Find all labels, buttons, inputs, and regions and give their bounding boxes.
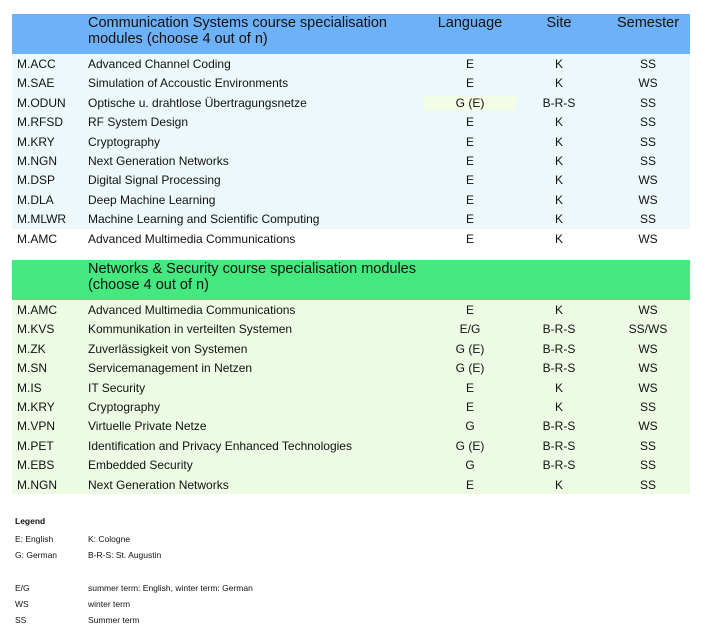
module-name: Advanced Multimedia Communications xyxy=(88,303,296,317)
legend-key: G: German xyxy=(15,550,58,560)
legend-key: E/G xyxy=(15,583,30,593)
table-header xyxy=(12,14,690,54)
semester-cell: SS xyxy=(639,438,656,453)
site-cell: K xyxy=(554,303,563,317)
module-code: M.DLA xyxy=(17,192,54,207)
module-name: Zuverlässigkeit von Systemen xyxy=(88,341,248,356)
language-cell: G xyxy=(465,419,475,434)
semester-cell: WS xyxy=(638,361,658,376)
table-row xyxy=(12,229,690,248)
module-code: M.EBS xyxy=(17,458,55,473)
module-code: M.VPN xyxy=(17,419,56,434)
module-code: M.AMC xyxy=(17,303,57,317)
site-cell: B-R-S xyxy=(542,341,576,356)
language-cell: E xyxy=(465,231,474,246)
semester-cell: WS xyxy=(638,76,658,91)
module-code: M.IS xyxy=(17,380,42,395)
site-cell: K xyxy=(554,380,563,395)
module-name: Embedded Security xyxy=(88,458,193,473)
semester-cell: SS/WS xyxy=(628,322,668,337)
table-row xyxy=(12,339,690,358)
semester-cell: SS xyxy=(639,477,656,492)
semester-cell: SS xyxy=(639,399,656,414)
networks-security-table xyxy=(12,260,690,494)
language-cell: E xyxy=(465,134,474,149)
semester-cell: SS xyxy=(639,134,656,149)
site-cell: K xyxy=(554,212,563,227)
module-code: M.ACC xyxy=(17,57,56,71)
table-title: Communication Systems course specialisation modules (choose 4 out of n) xyxy=(88,15,387,47)
module-code: M.ODUN xyxy=(17,95,66,110)
communication-systems-table xyxy=(12,14,690,248)
language-cell: E xyxy=(465,173,474,188)
table-row xyxy=(12,397,690,416)
table-row xyxy=(12,436,690,455)
table-body xyxy=(12,300,690,494)
semester-cell: WS xyxy=(638,419,658,434)
module-name: RF System Design xyxy=(88,115,189,130)
site-cell: B-R-S xyxy=(542,438,576,453)
semester-cell: WS xyxy=(638,303,658,317)
module-code: M.NGN xyxy=(17,477,57,492)
site-cell: K xyxy=(554,477,563,492)
site-cell: B-R-S xyxy=(542,322,576,337)
table-row xyxy=(12,300,690,319)
module-code: M.NGN xyxy=(17,153,57,168)
site-cell: K xyxy=(554,173,563,188)
language-cell: E xyxy=(465,477,474,492)
column-header-semester: Semester xyxy=(616,15,680,31)
module-name: Optische u. drahtlose Übertragungsnetze xyxy=(88,95,307,110)
legend-key: SS xyxy=(15,615,27,625)
legend-value: B-R-S: St. Augustin xyxy=(88,550,162,560)
module-code: M.SAE xyxy=(17,76,55,91)
semester-cell: WS xyxy=(638,192,658,207)
module-name: Cryptography xyxy=(88,399,161,414)
site-cell: K xyxy=(554,57,563,71)
table-row xyxy=(12,190,690,209)
table-row xyxy=(12,358,690,377)
language-cell: E xyxy=(465,115,474,130)
semester-cell: SS xyxy=(639,95,656,110)
table-header xyxy=(12,260,690,300)
site-cell: B-R-S xyxy=(542,419,576,434)
language-cell: E/G xyxy=(459,322,481,337)
legend-value: winter term xyxy=(88,599,131,609)
semester-cell: WS xyxy=(638,173,658,188)
module-code: M.AMC xyxy=(17,231,57,246)
language-cell: G xyxy=(465,458,475,473)
module-code: M.SN xyxy=(17,361,47,376)
language-cell: E xyxy=(465,192,474,207)
semester-cell: SS xyxy=(639,57,656,71)
legend-value: summer term: English, winter term: German xyxy=(88,583,253,593)
site-cell: K xyxy=(554,231,563,246)
table-row xyxy=(12,475,690,494)
module-code: M.KRY xyxy=(17,134,55,149)
module-name: Advanced Multimedia Communications xyxy=(88,231,296,246)
table-row xyxy=(12,151,690,170)
table-row xyxy=(12,112,690,131)
module-code: M.PET xyxy=(17,438,54,453)
module-code: M.RFSD xyxy=(17,115,63,130)
site-cell: K xyxy=(554,399,563,414)
semester-cell: WS xyxy=(638,380,658,395)
table-row xyxy=(12,455,690,474)
module-name: Advanced Channel Coding xyxy=(88,57,231,71)
module-name: Servicemanagement in Netzen xyxy=(88,361,253,376)
site-cell: K xyxy=(554,153,563,168)
legend-key: E: English xyxy=(15,534,54,544)
language-cell: E xyxy=(465,76,474,91)
table-row xyxy=(12,170,690,189)
site-cell: B-R-S xyxy=(542,95,576,110)
module-name: IT Security xyxy=(88,380,146,395)
table-row xyxy=(12,319,690,338)
language-cell: E xyxy=(465,380,474,395)
module-name: Identification and Privacy Enhanced Technologies xyxy=(88,438,352,453)
language-cell: E xyxy=(465,153,474,168)
site-cell: K xyxy=(554,115,563,130)
column-header-language: Language xyxy=(437,15,503,31)
table-row xyxy=(12,132,690,151)
module-name: Kommunikation in verteilten Systemen xyxy=(88,322,293,337)
language-cell: E xyxy=(465,57,474,71)
language-cell: G (E) xyxy=(455,361,485,376)
semester-cell: SS xyxy=(639,115,656,130)
site-cell: B-R-S xyxy=(542,458,576,473)
site-cell: K xyxy=(554,134,563,149)
site-cell: K xyxy=(554,76,563,91)
module-name: Simulation of Accoustic Environments xyxy=(88,76,289,91)
module-code: M.KVS xyxy=(17,322,55,337)
module-name: Next Generation Networks xyxy=(88,477,229,492)
module-name: Deep Machine Learning xyxy=(88,192,216,207)
semester-cell: WS xyxy=(638,341,658,356)
legend-title: Legend xyxy=(15,516,46,526)
language-cell: E xyxy=(465,303,474,317)
semester-cell: SS xyxy=(639,212,656,227)
table-row xyxy=(12,378,690,397)
language-cell: E xyxy=(465,212,474,227)
table-row xyxy=(12,209,690,228)
semester-cell: WS xyxy=(638,231,658,246)
language-cell: G (E) xyxy=(424,96,516,110)
semester-cell: SS xyxy=(639,458,656,473)
module-code: M.KRY xyxy=(17,399,55,414)
language-cell: E xyxy=(465,399,474,414)
site-cell: K xyxy=(554,192,563,207)
module-name: Digital Signal Processing xyxy=(88,173,221,188)
legend-value: K: Cologne xyxy=(88,534,131,544)
module-name: Cryptography xyxy=(88,134,161,149)
legend-value: Summer term xyxy=(88,615,140,625)
legend-key: WS xyxy=(15,599,29,609)
module-code: M.MLWR xyxy=(17,212,67,227)
semester-cell: SS xyxy=(639,153,656,168)
module-code: M.DSP xyxy=(17,173,56,188)
table-row xyxy=(12,416,690,435)
table-row xyxy=(12,93,690,112)
language-cell: G (E) xyxy=(455,341,485,356)
table-row xyxy=(12,54,690,73)
table-body xyxy=(12,54,690,248)
site-cell: B-R-S xyxy=(542,361,576,376)
module-code: M.ZK xyxy=(17,341,46,356)
column-header-site: Site xyxy=(546,15,572,31)
table-title: Networks & Security course specialisation modules (choose 4 out of n) xyxy=(88,261,416,293)
module-name: Machine Learning and Scientific Computing xyxy=(88,212,320,227)
table-row xyxy=(12,73,690,92)
module-name: Virtuelle Private Netze xyxy=(88,419,207,434)
module-name: Next Generation Networks xyxy=(88,153,229,168)
language-cell: G (E) xyxy=(455,438,485,453)
